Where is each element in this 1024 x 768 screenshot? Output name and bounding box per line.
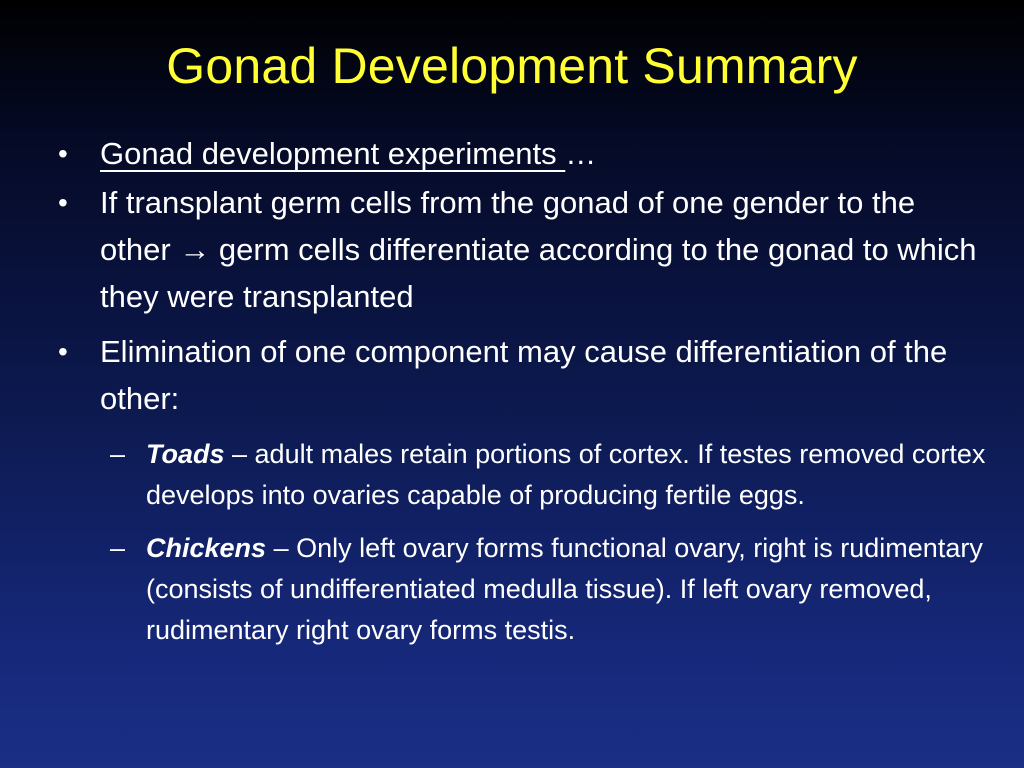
bullet-text: Elimination of one component may cause differentiation of the other: — [100, 334, 948, 416]
slide-title: Gonad Development Summary — [166, 38, 858, 94]
sub-bullet-marker: – — [110, 533, 126, 563]
sub-bullet-text: – Only left ovary forms functional ovary, right is rudimentary (consists of undifferentiated medulla tissue). If left ovary removed, rudimentary right ovary forms testis. — [146, 533, 983, 645]
sub-bullet-chickens — [110, 528, 988, 651]
slide-content — [58, 130, 988, 663]
right-arrow-icon: → — [179, 232, 211, 267]
bullet-marker: • — [58, 336, 68, 367]
sub-bullet-toads — [110, 434, 988, 516]
sub-bullet-text: – adult males retain portions of cortex. If testes removed cortex develops into ovaries capable of producing fertile eggs. — [146, 439, 986, 510]
sub-bullet-term: Chickens — [146, 533, 267, 563]
bullet-heading-underlined: Gonad development experiments — [100, 136, 566, 171]
sub-bullet-term: Toads — [146, 439, 225, 469]
sub-bullet-list — [110, 434, 988, 651]
bullet-gonad-experiments — [58, 130, 988, 177]
bullet-text-end: germ cells differentiate according to the gonad to which they were transplanted — [100, 232, 977, 314]
bullet-marker: • — [58, 187, 68, 218]
bullet-transplant — [58, 179, 988, 320]
bullet-text-start: If transplant germ cells from the gonad of one gender to the other — [100, 185, 916, 267]
bullet-ellipsis: … — [565, 136, 597, 171]
bullet-elimination — [58, 328, 988, 422]
sub-bullet-marker: – — [110, 439, 126, 469]
bullet-marker: • — [58, 138, 68, 169]
